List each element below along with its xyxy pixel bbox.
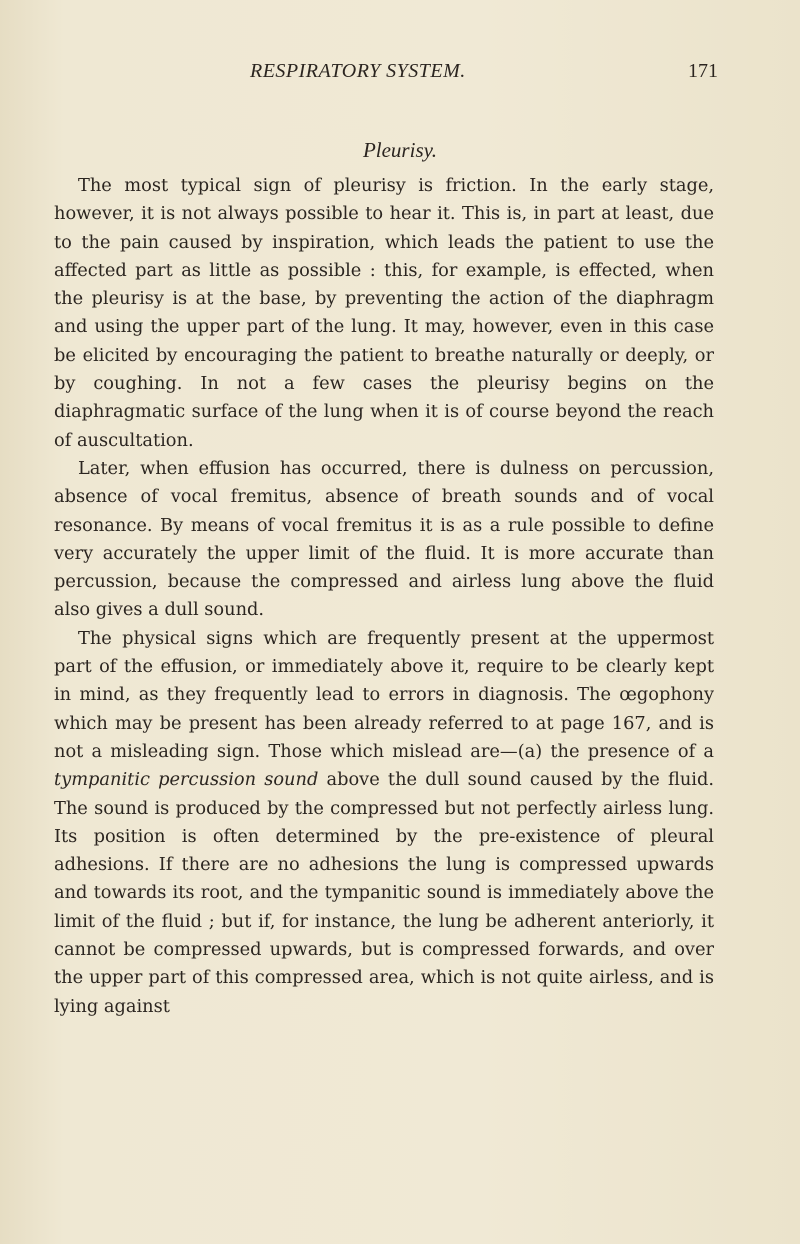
page-number: 171 bbox=[688, 60, 718, 82]
paragraph-text: The physical signs which are frequently present at the uppermost part of the effusion, or immediately above it, require to be clearly kept in mind, as they frequently lead to errors in diagnosis. The œgophony which may be present has been already referred to at page 167, and is not a misleading sign. Those which mislead are—(a) the presence of a bbox=[54, 627, 714, 762]
italic-term: tympanitic percussion sound bbox=[54, 769, 319, 791]
paragraph-text: above the dull sound caused by the fluid. The sound is produced by the compressed but not perfectly airless lung. Its position is often determined by the pre-existence of pleural adhesions. If there are no adhesions the lung is compressed upwards and towards its root, and the tympanitic sound is immediately above the limit of the fluid ; but if, for instance, the lung be adherent anteriorly, it cannot be compressed upwards, but is compressed forwards, and over the upper part of this compressed area, which is not quite airless, and is lying against bbox=[54, 769, 714, 1017]
section-title: Pleurisy. bbox=[362, 138, 438, 162]
body-text bbox=[54, 172, 714, 1021]
paragraph-friction: The most typical sign of pleurisy is friction. In the early stage, however, it is not always possible to hear it. This is, in part at least, due to the pain caused by inspiration, which leads the patient to use the affected part as little as possible : this, for example, is effected, when the pleurisy is at the base, by preventing the action of the diaphragm and using the upper part of the lung. It may, however, even in this case be elicited by encouraging the patient to breathe naturally or deeply, or by coughing. In not a few cases the pleurisy begins on the diaphragmatic surface of the lung when it is of course beyond the reach of auscultation. bbox=[54, 175, 714, 451]
paragraph-physical-signs bbox=[54, 625, 714, 1021]
paragraph-effusion: Later, when effusion has occurred, there is dulness on percussion, absence of vocal fremitus, absence of breath sounds and of vocal resonance. By means of vocal fremitus it is as a rule possible to define very accurately the upper limit of the fluid. It is more accurate than percussion, because the compressed and airless lung above the fluid also gives a dull sound. bbox=[54, 457, 714, 621]
running-head: RESPIRATORY SYSTEM. bbox=[250, 60, 466, 82]
